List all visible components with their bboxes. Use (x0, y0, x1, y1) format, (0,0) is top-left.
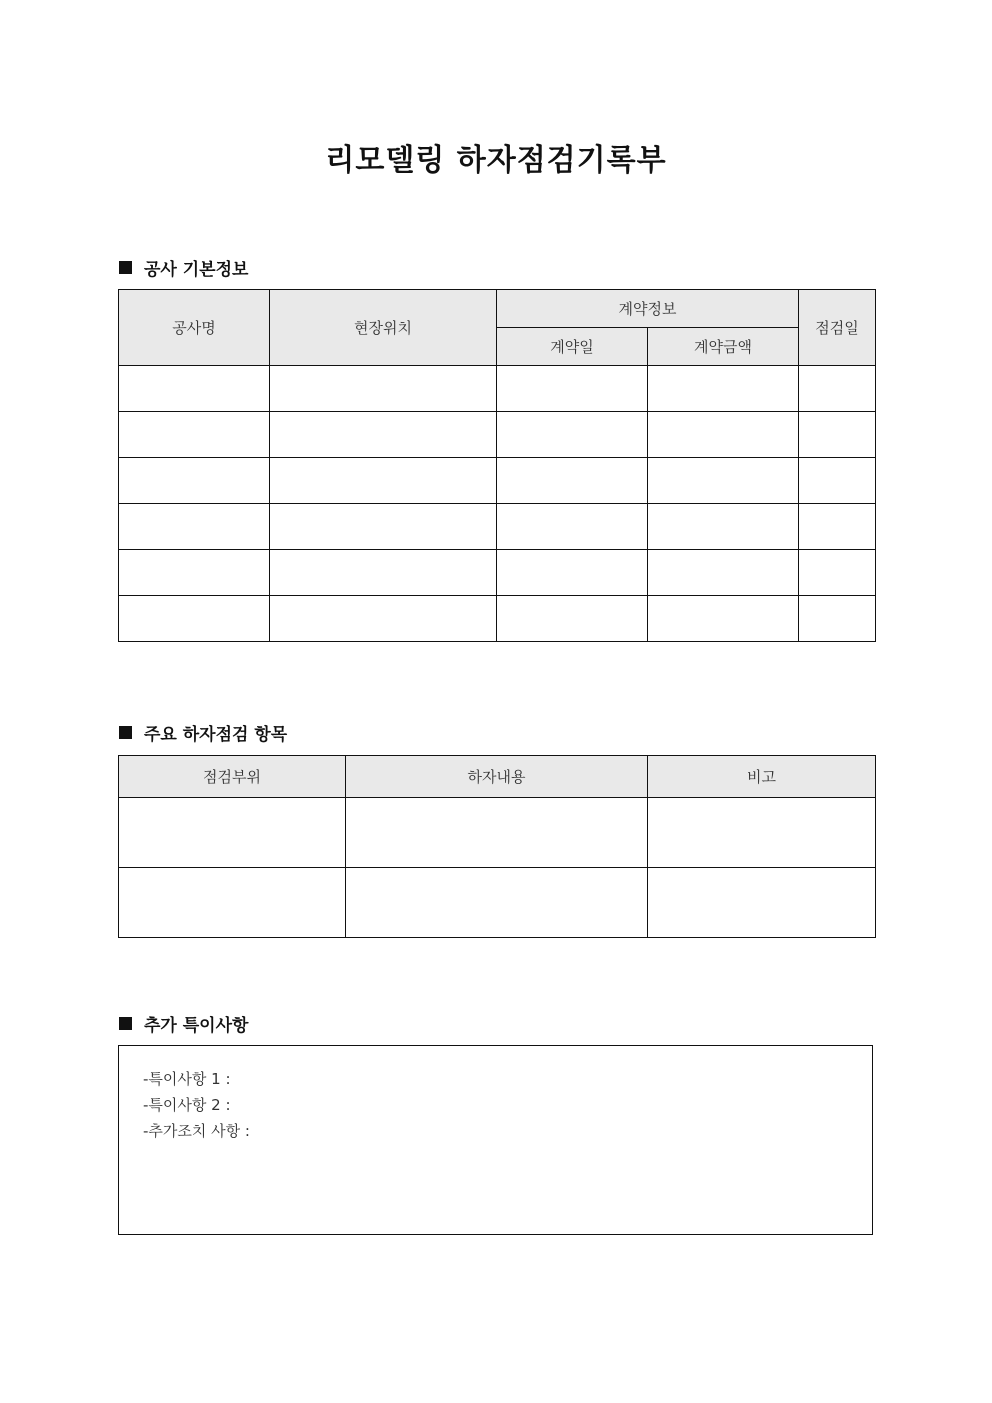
section-heading-label: 공사 기본정보 (144, 260, 249, 280)
square-bullet-icon (119, 1017, 132, 1030)
cell-remarks[interactable] (648, 868, 876, 938)
cell-project-name[interactable] (119, 596, 270, 642)
cell-inspection-date[interactable] (799, 366, 876, 412)
cell-contract-date[interactable] (497, 366, 648, 412)
table-row (119, 412, 876, 458)
cell-contract-amount[interactable] (648, 504, 799, 550)
header-remarks: 비고 (648, 756, 876, 798)
cell-contract-date[interactable] (497, 550, 648, 596)
cell-project-name[interactable] (119, 412, 270, 458)
header-contract-date: 계약일 (497, 328, 648, 366)
table-row (119, 798, 876, 868)
cell-project-name[interactable] (119, 504, 270, 550)
cell-site-location[interactable] (270, 596, 497, 642)
cell-inspection-date[interactable] (799, 458, 876, 504)
cell-project-name[interactable] (119, 366, 270, 412)
table-row (119, 458, 876, 504)
table-row (119, 550, 876, 596)
cell-inspection-date[interactable] (799, 550, 876, 596)
header-site-location: 현장위치 (270, 290, 497, 366)
section-heading-label: 추가 특이사항 (144, 1016, 249, 1036)
cell-inspection-date[interactable] (799, 412, 876, 458)
cell-project-name[interactable] (119, 550, 270, 596)
cell-site-location[interactable] (270, 412, 497, 458)
header-contract-amount: 계약금액 (648, 328, 799, 366)
header-inspection-area: 점검부위 (119, 756, 346, 798)
section-heading-basic-info (119, 255, 248, 280)
cell-inspection-area[interactable] (119, 798, 346, 868)
header-contract-info: 계약정보 (497, 290, 799, 328)
defect-items-table (118, 755, 876, 938)
cell-defect-description[interactable] (346, 868, 648, 938)
document-title: 리모델링 하자점검기록부 (325, 143, 667, 178)
cell-contract-date[interactable] (497, 596, 648, 642)
cell-contract-amount[interactable] (648, 550, 799, 596)
cell-project-name[interactable] (119, 458, 270, 504)
cell-contract-date[interactable] (497, 458, 648, 504)
cell-contract-amount[interactable] (648, 412, 799, 458)
cell-site-location[interactable] (270, 458, 497, 504)
cell-remarks[interactable] (648, 798, 876, 868)
cell-contract-amount[interactable] (648, 366, 799, 412)
section-heading-defect-items (119, 720, 287, 745)
cell-defect-description[interactable] (346, 798, 648, 868)
cell-site-location[interactable] (270, 366, 497, 412)
header-inspection-date: 점검일 (799, 290, 876, 366)
square-bullet-icon (119, 261, 132, 274)
cell-inspection-date[interactable] (799, 596, 876, 642)
table-row (119, 596, 876, 642)
note-line-additional-action: -추가조치 사항 : (143, 1122, 250, 1140)
table-row (119, 504, 876, 550)
cell-site-location[interactable] (270, 550, 497, 596)
cell-contract-amount[interactable] (648, 458, 799, 504)
table-row (119, 366, 876, 412)
additional-notes-box[interactable] (118, 1045, 873, 1235)
header-project-name: 공사명 (119, 290, 270, 366)
note-line-special-2: -특이사항 2 : (143, 1096, 231, 1114)
note-line-special-1: -특이사항 1 : (143, 1070, 231, 1088)
header-defect-description: 하자내용 (346, 756, 648, 798)
cell-contract-date[interactable] (497, 412, 648, 458)
cell-inspection-area[interactable] (119, 868, 346, 938)
section-heading-additional-notes (119, 1011, 248, 1036)
square-bullet-icon (119, 726, 132, 739)
section-heading-label: 주요 하자점검 항목 (144, 725, 288, 745)
cell-contract-date[interactable] (497, 504, 648, 550)
table-row (119, 868, 876, 938)
cell-site-location[interactable] (270, 504, 497, 550)
cell-contract-amount[interactable] (648, 596, 799, 642)
basic-info-table (118, 289, 876, 642)
cell-inspection-date[interactable] (799, 504, 876, 550)
